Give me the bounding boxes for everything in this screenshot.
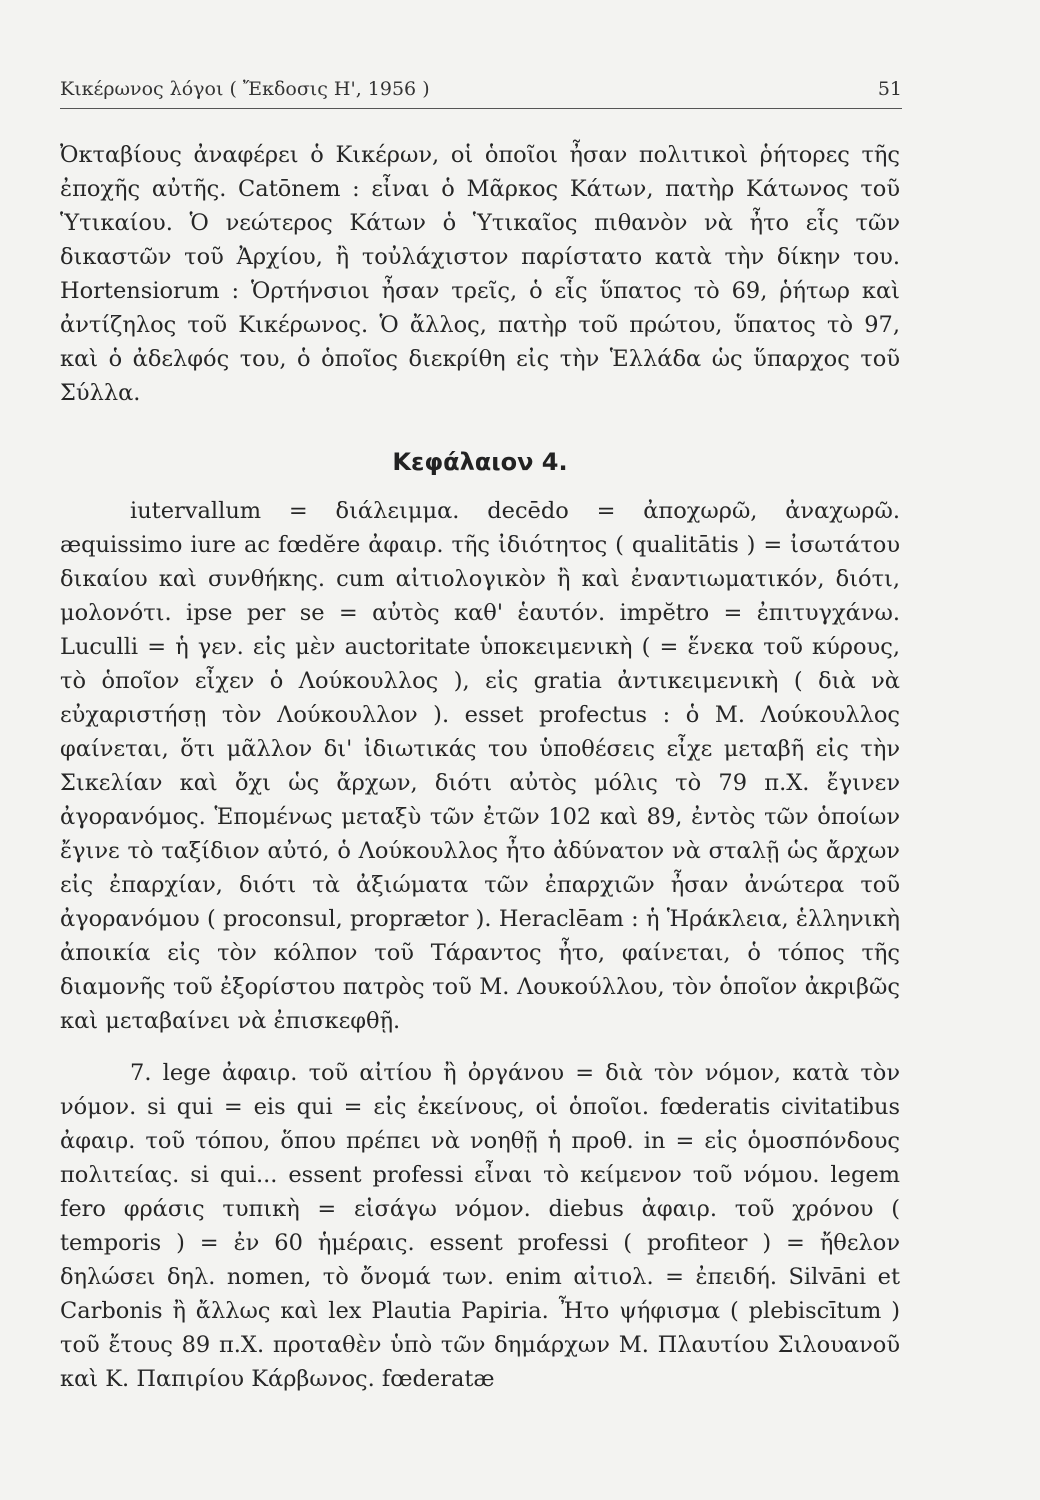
paragraph-2 — [60, 494, 900, 1038]
running-title: Κικέρωνος λόγοι ( Ἔκδοσις Η', 1956 ) — [60, 78, 430, 100]
paragraph-1-text: Ὀκταβίους ἀναφέρει ὁ Κικέρων, οἱ ὁποῖοι ἦσαν πολιτικοὶ ῥήτορες τῆς ἐποχῆς αὐτῆς. Catōnem : εἶναι ὁ Μᾶρκος Κάτων, πατὴρ Κάτωνος τοῦ Ὑτικαίου. Ὁ νεώτερος Κάτων ὁ Ὑτικαῖος πιθανὸν νὰ ἦτο εἷς τῶν δικαστῶν τοῦ Ἀρχίου, ἢ τοὐλάχιστον παρίστατο κατὰ τὴν δίκην του. Hortensiorum : Ὁρτήνσιοι ἦσαν τρεῖς, ὁ εἷς ὕπατος τὸ 69, ῥήτωρ καὶ ἀντίζηλος τοῦ Κικέρωνος. Ὁ ἄλλος, πατὴρ τοῦ πρώτου, ὕπατος τὸ 97, καὶ ὁ ἀδελφός του, ὁ ὁποῖος διεκρίθη εἰς τὴν Ἑλλάδα ὡς ὕπαρχος τοῦ Σύλλα. — [60, 142, 900, 406]
page-number: 51 — [877, 78, 902, 100]
paragraph-1 — [60, 138, 900, 410]
paragraph-2-text: iutervallum = διάλειμμα. decēdo = ἀποχωρῶ, ἀναχωρῶ. æquissimo iure ac fœdĕre ἀφαιρ. τῆς ἰδιότητος ( qualitātis ) = ἰσωτάτου δικαίου καὶ συνθήκης. cum αἰτιολογικὸν ἢ καὶ ἐναντιωματικόν, διότι, μολονότι. ipse per se = αὐτὸς καθ' ἑαυτόν. impĕtro = ἐπιτυγχάνω. Luculli = ἡ γεν. εἰς μὲν auctoritate ὑποκειμενικὴ ( = ἕνεκα τοῦ κύρους, τὸ ὁποῖον εἶχεν ὁ Λούκουλλος ), εἰς gratia ἀντικειμενικὴ ( διὰ νὰ εὐχαριστήσῃ τὸν Λούκουλλον ). esset profectus : ὁ Μ. Λούκουλλος φαίνεται, ὅτι μᾶλλον δι' ἰδιωτικάς του ὑποθέσεις εἶχε μεταβῆ εἰς τὴν Σικελίαν καὶ ὄχι ὡς ἄρχων, διότι αὐτὸς μόλις τὸ 79 π.Χ. ἔγινεν ἀγορανόμος. Ἑπομένως μεταξὺ τῶν ἐτῶν 102 καὶ 89, ἐντὸς τῶν ὁποίων ἔγινε τὸ ταξίδιον αὐτό, ὁ Λούκουλλος ἦτο ἀδύνατον νὰ σταλῇ ὡς ἄρχων εἰς ἐπαρχίαν, διότι τὰ ἀξιώματα τῶν ἐπαρχιῶν ἦσαν ἀνώτερα τοῦ ἀγορανόμου ( proconsul, proprætor ). Heraclēam : ἡ Ἡράκλεια, ἑλληνικὴ ἀποικία εἰς τὸν κόλπον τοῦ Τάραντος ἦτο, φαίνεται, ὁ τόπος τῆς διαμονῆς τοῦ ἐξορίστου πατρὸς τοῦ Μ. Λουκούλλου, τὸν ὁποῖον ἀκριβῶς καὶ μεταβαίνει νὰ ἐπισκεφθῇ. — [60, 498, 900, 1034]
paragraph-3 — [60, 1056, 900, 1396]
running-header — [60, 74, 902, 109]
chapter-heading: Κεφάλαιον 4. — [392, 448, 568, 476]
paragraph-3-text: 7. lege ἀφαιρ. τοῦ αἰτίου ἢ ὀργάνου = διὰ τὸν νόμον, κατὰ τὸν νόμον. si qui = eis qui = εἰς ἐκείνους, οἱ ὁποῖοι. fœderatis civitatibus ἀφαιρ. τοῦ τόπου, ὅπου πρέπει νὰ νοηθῇ ἡ προθ. in = εἰς ὁμοσπόνδους πολιτείας. si qui... essent professi εἶναι τὸ κείμενον τοῦ νόμου. legem fero φράσις τυπικὴ = εἰσάγω νόμον. diebus ἀφαιρ. τοῦ χρόνου ( temporis ) = ἐν 60 ἡμέραις. essent professi ( profiteor ) = ἤθελον δηλώσει δηλ. nomen, τὸ ὄνομά των. enim αἰτιολ. = ἐπειδή. Silvāni et Carbonis ἢ ἄλλως καὶ lex Plautia Papiria. Ἦτο ψήφισμα ( plebiscītum ) τοῦ ἔτους 89 π.Χ. προταθὲν ὑπὸ τῶν δημάρχων Μ. Πλαυτίου Σιλουανοῦ καὶ Κ. Παπιρίου Κάρβωνος. fœderatæ — [60, 1060, 900, 1392]
